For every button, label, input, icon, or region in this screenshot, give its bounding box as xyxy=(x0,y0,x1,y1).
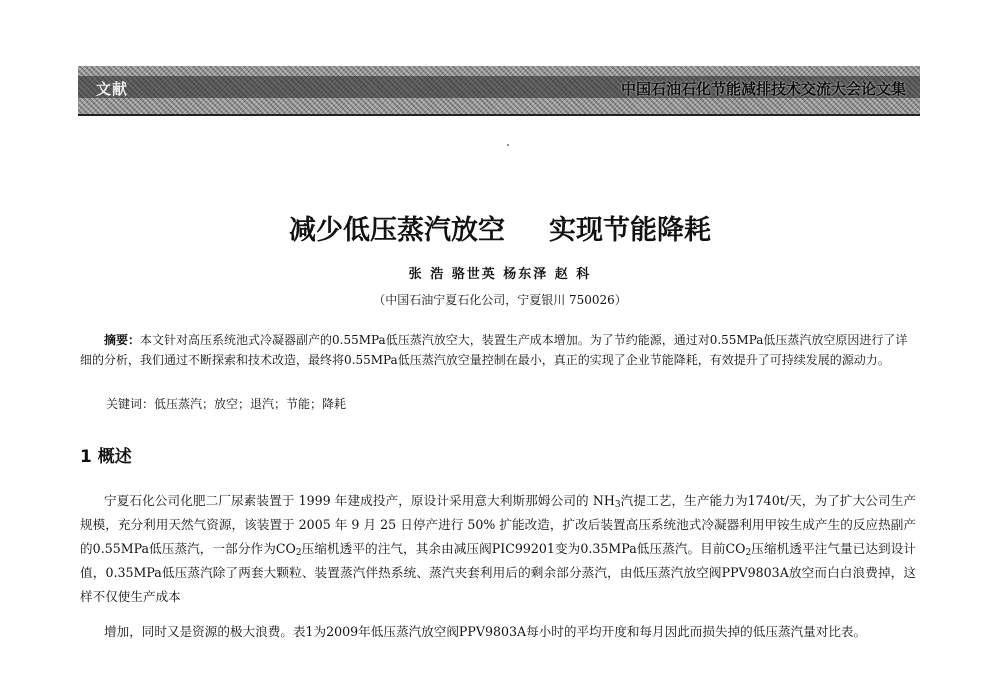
abstract-text: 本文针对高压系统池式冷凝器副产的0.55MPa低压蒸汽放空大，装置生产成本增加。为了节约能源，通过对0.55MPa低压蒸汽放空原因进行了详细的分析，我们通过不断探索和技术改造，最终将0.55MPa低压蒸汽放空量控制在最小，真正的实现了企业节能降耗，有效提升了可持续发展的源动力。 xyxy=(80,333,908,367)
p1-seg-b: 汽提工艺，生产能力为1740t/天，为了扩大公司生产规模，充分利用天然气资源，该装置于 2005 年 9 月 25 日停产进行 50% 扩能改造，扩改后装置高压系统池式冷凝器利用甲铵生成产生的反应热副产的0.55MPa低压蒸汽，一部分作为CO xyxy=(80,493,916,556)
p1-sub-2: 2 xyxy=(295,548,302,558)
banner-left-text: 文献 xyxy=(96,80,129,98)
affiliation: （中国石油宁夏石化公司，宁夏银川 750026） xyxy=(373,293,627,307)
p1-sub-1: 3 xyxy=(614,500,621,510)
header-banner xyxy=(78,66,920,116)
p1-seg-a: 宁夏石化公司化肥二厂尿素装置于 1999 年建成投产，原设计采用意大利斯那姆公司的 NH xyxy=(104,493,615,508)
section-heading: 1 概述 xyxy=(80,447,132,467)
banner-right-text: 中国石油石化节能减排技术交流大会论文集 xyxy=(620,80,906,98)
title-part1: 减少低压蒸汽放空 xyxy=(289,215,505,246)
body-paragraph-2: 增加，同时又是资源的极大浪费。表1为2009年低压蒸汽放空阀PPV9803A每小时的平均开度和每月因此而损失掉的低压蒸汽量对比表。 xyxy=(104,624,867,639)
abstract-label: 摘要： xyxy=(104,333,141,347)
keywords-text: 低压蒸汽；放空；退汽；节能；降耗 xyxy=(154,397,347,411)
body-paragraph-1 xyxy=(80,489,916,609)
author-list: 张 浩 骆世英 杨东泽 赵 科 xyxy=(408,267,592,282)
p1-seg-c: 压缩机透平的注气，其余由减压阀PIC99201变为0.35MPa低压蒸汽。目前CO xyxy=(301,541,746,556)
keywords xyxy=(106,395,346,412)
p1-seg-d: 压缩机透平注气量已达到设计值，0.35MPa低压蒸汽除了两套大颗粒、装置蒸汽伴热系统、蒸汽夹套利用后的剩余部分蒸汽，由低压蒸汽放空阀PPV9803A放空而白白浪费掉，这样不仅使生产成本 xyxy=(80,541,917,604)
paper-title xyxy=(0,208,1000,247)
p1-sub-3: 2 xyxy=(745,548,752,558)
title-part2: 实现节能降耗 xyxy=(549,215,711,246)
scan-speck xyxy=(507,144,509,146)
keywords-label: 关键词： xyxy=(106,397,155,411)
abstract xyxy=(80,330,916,370)
